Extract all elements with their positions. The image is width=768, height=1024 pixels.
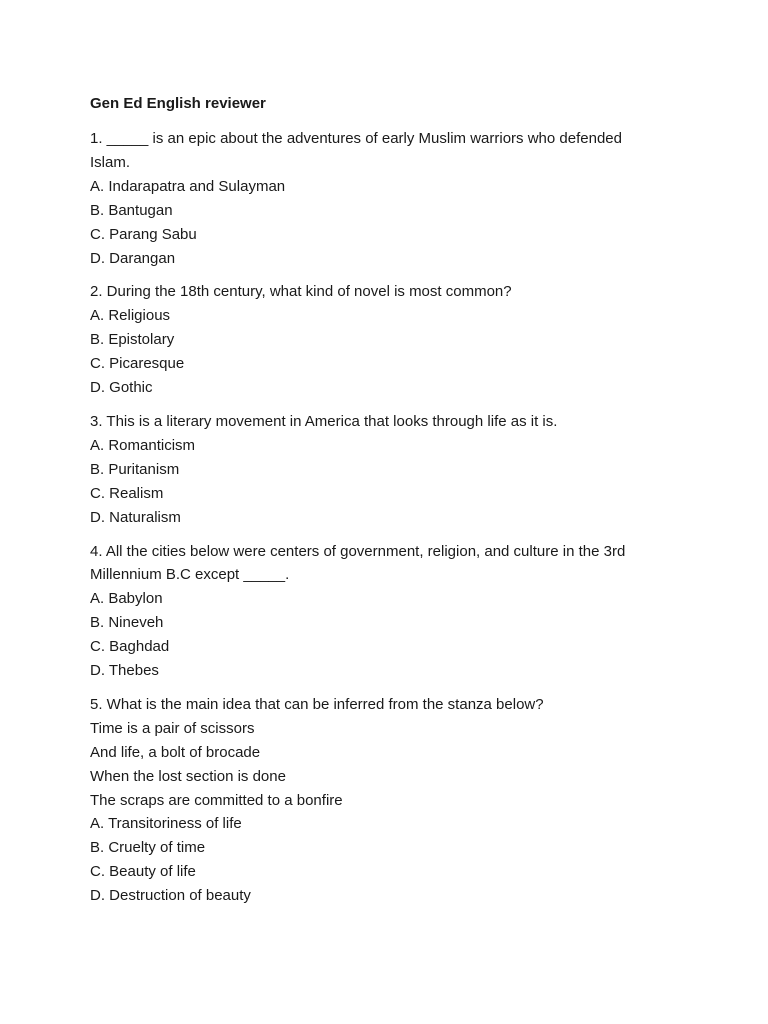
stanza-line: And life, a bolt of brocade [90, 743, 261, 761]
question-line: 5. What is the main idea that can be inferred from the stanza below? [90, 695, 544, 713]
answer-choice-c: C. Baghdad [90, 638, 170, 656]
question-text [90, 410, 688, 434]
question-text [90, 540, 688, 588]
answer-choice-d: D. Gothic [90, 379, 153, 397]
question-line: 2. During the 18th century, what kind of novel is most common? [90, 283, 512, 301]
question-text [90, 127, 688, 175]
document-title: Gen Ed English reviewer [90, 95, 266, 112]
question-1 [90, 127, 688, 270]
answer-choice-c: C. Beauty of life [90, 863, 196, 881]
stanza-line: The scraps are committed to a bonfire [90, 791, 343, 809]
stanza-line: When the lost section is done [90, 767, 286, 785]
answer-choice-a: A. Indarapatra and Sulayman [90, 177, 286, 195]
question-4 [90, 540, 688, 683]
question-text [90, 280, 688, 304]
answer-choice-d: D. Destruction of beauty [90, 887, 251, 905]
answer-choice-b: B. Epistolary [90, 331, 175, 349]
question-line: Islam. [90, 153, 131, 171]
answer-choice-d: D. Thebes [90, 662, 159, 680]
answer-choice-c: C. Realism [90, 484, 164, 502]
answer-choice-c: C. Picaresque [90, 355, 185, 373]
answer-choice-c: C. Parang Sabu [90, 225, 197, 243]
answer-choice-b: B. Puritanism [90, 460, 180, 478]
answer-choice-b: B. Nineveh [90, 614, 164, 632]
stanza-line: Time is a pair of scissors [90, 719, 255, 737]
answer-choice-a: A. Babylon [90, 590, 163, 608]
answer-choice-d: D. Darangan [90, 249, 176, 267]
answer-choice-b: B. Bantugan [90, 201, 173, 219]
question-2 [90, 280, 688, 400]
question-line: 1. _____ is an epic about the adventures of early Muslim warriors who defended [90, 130, 622, 147]
answer-choice-b: B. Cruelty of time [90, 839, 206, 857]
answer-choice-a: A. Religious [90, 307, 171, 325]
question-line: 4. All the cities below were centers of government, religion, and culture in the 3rd [90, 542, 626, 560]
question-line: Millennium B.C except _____. [90, 566, 290, 584]
answer-choice-d: D. Naturalism [90, 508, 181, 526]
answer-choice-a: A. Transitoriness of life [90, 815, 242, 833]
question-line: 3. This is a literary movement in America that looks through life as it is. [90, 412, 558, 430]
question-text [90, 693, 688, 813]
question-3 [90, 410, 688, 530]
answer-choice-a: A. Romanticism [90, 436, 196, 454]
question-5 [90, 693, 688, 908]
